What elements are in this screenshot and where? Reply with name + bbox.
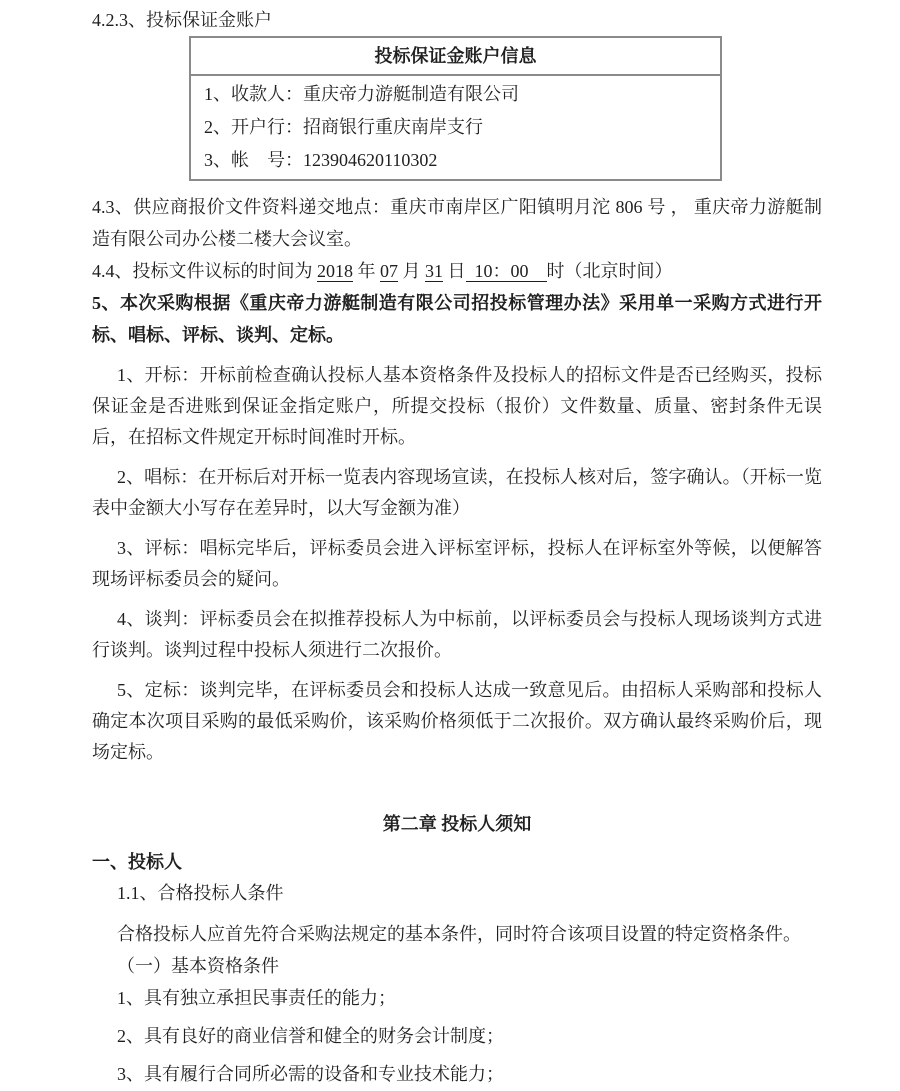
- deposit-table-body: [191, 76, 720, 179]
- month-label: 月: [398, 261, 425, 281]
- bid-time-prefix: 4.4、投标文件议标的时间为: [92, 261, 317, 281]
- procedure-para-negotiation: 4、谈判：评标委员会在拟推荐投标人为中标前，以评标委员会与投标人现场谈判方式进行谈判。谈判过程中投标人须进行二次报价。: [92, 609, 822, 660]
- basic-qualification-item-3: 3、具有履行合同所必需的设备和专业技术能力；: [117, 1064, 504, 1084]
- bid-day-underlined: 31: [425, 261, 443, 281]
- bid-month-underlined: 07: [380, 261, 398, 281]
- deposit-account-table: [189, 36, 722, 181]
- procedure-para-bid-announcing: 2、唱标：在开标后对开标一览表内容现场宣读，在投标人核对后，签字确认。（开标一览表中金额大小写存在差异时，以大写金额为准）: [92, 467, 822, 518]
- bid-clock-time-underlined: 10：00: [465, 261, 547, 281]
- deposit-table-header: 投标保证金账户信息: [191, 38, 720, 76]
- basic-qualification-item-1: 1、具有独立承担民事责任的能力；: [117, 988, 396, 1008]
- para-5-procurement-method: 5、本次采购根据《重庆帝力游艇制造有限公司招投标管理办法》采用单一采购方式进行开标、唱标、评标、谈判、定标。: [92, 293, 822, 345]
- section-1-bidder-heading: 一、投标人: [92, 852, 182, 872]
- qualified-bidder-intro: 合格投标人应首先符合采购法规定的基本条件，同时符合该项目设置的特定资格条件。: [117, 924, 801, 944]
- deposit-table-row-bank: 2、开户行：招商银行重庆南岸支行: [204, 117, 483, 137]
- day-label: 日: [443, 261, 466, 281]
- basic-qualification-heading: （一）基本资格条件: [117, 956, 279, 976]
- para-4-3-submission-address: 4.3、供应商报价文件资料递交地点：重庆市南岸区广阳镇明月沱 806 号 ， 重庆帝力游艇制造有限公司办公楼二楼大会议室。: [92, 197, 822, 249]
- bid-time-suffix: 时（北京时间）: [546, 261, 673, 281]
- year-label: 年: [353, 261, 380, 281]
- chapter-2-heading: 第二章 投标人须知: [382, 814, 532, 834]
- procedure-para-bid-opening: 1、开标：开标前检查确认投标人基本资格条件及投标人的招标文件是否已经购买，投标保证金是否进账到保证金指定账户，所提交投标（报价）文件数量、质量、密封条件无误后，在招标文件规定开标时间准时开标。: [92, 365, 822, 447]
- deposit-table-row-payee: 1、收款人：重庆帝力游艇制造有限公司: [204, 84, 519, 104]
- section-4-2-3-heading: 4.2.3、投标保证金账户: [92, 10, 272, 30]
- basic-qualification-item-2: 2、具有良好的商业信誉和健全的财务会计制度；: [117, 1026, 504, 1046]
- deposit-table-row-account-number: 3、帐 号：123904620110302: [204, 150, 438, 170]
- para-4-4-bid-time: [92, 255, 822, 287]
- procedure-para-bid-evaluation: 3、评标：唱标完毕后，评标委员会进入评标室评标，投标人在评标室外等候，以便解答现场评标委员会的疑问。: [92, 538, 822, 589]
- bid-year-underlined: 2018: [317, 261, 353, 281]
- procedure-para-bid-award: 5、定标：谈判完毕，在评标委员会和投标人达成一致意见后。由招标人采购部和投标人确定本次项目采购的最低采购价，该采购价格须低于二次报价。双方确认最终采购价后，现场定标。: [92, 680, 822, 762]
- section-1-1-heading: 1.1、合格投标人条件: [117, 883, 284, 903]
